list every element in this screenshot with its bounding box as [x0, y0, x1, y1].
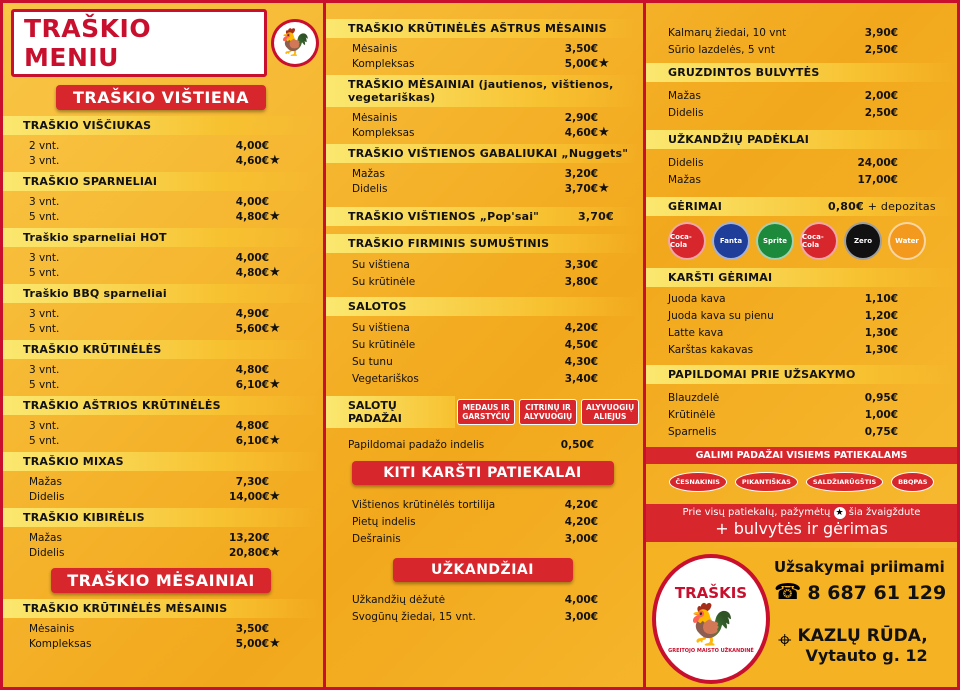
- menu-item-row: [326, 257, 639, 274]
- star-icon: ★: [598, 56, 610, 71]
- item-name: Karštas kakavas: [668, 344, 754, 356]
- menu-item-row: [326, 111, 639, 126]
- fries-title: GRUZDINTOS BULVYTĖS: [646, 63, 957, 82]
- drinks-title: GĖRIMAI: [668, 200, 723, 213]
- item-price: 4,00€: [235, 140, 269, 152]
- item-price: 4,80€: [235, 364, 269, 376]
- star-placeholder: [269, 531, 285, 546]
- item-price: 1,30€: [864, 327, 898, 339]
- dressing-olive-oil: ALYVUOGIŲ ALIEJUS: [581, 399, 639, 425]
- item-name: Svogūnų žiedai, 15 vnt.: [352, 611, 476, 623]
- item-name: Mažas: [668, 90, 701, 102]
- section-items: [326, 111, 639, 141]
- item-name: Kompleksas: [29, 638, 92, 650]
- item-name: Mažas: [29, 476, 62, 488]
- item-name: Didelis: [29, 491, 65, 503]
- menu-item-row: [3, 475, 319, 490]
- item-price: 3,50€: [564, 43, 598, 55]
- extras-items: [646, 390, 957, 441]
- item-name: Vištienos krūtinėlės tortilija: [352, 499, 496, 511]
- menu-title: TRAŠKIO MENIU: [11, 9, 267, 77]
- star-placeholder: [898, 325, 914, 342]
- section-items: [3, 475, 319, 505]
- item-price: 4,50€: [564, 339, 598, 351]
- rooster-mascot-icon: 🐓: [686, 602, 736, 648]
- menu-item-row: [646, 155, 957, 172]
- hot-drinks-items: [646, 291, 957, 359]
- star-placeholder: [898, 390, 914, 407]
- menu-item-row: [3, 434, 319, 449]
- item-price: 2,90€: [564, 112, 598, 124]
- popsai-title: TRAŠKIO VIŠTIENOS „Pop'sai": [348, 210, 540, 223]
- section-items: [326, 42, 639, 72]
- item-price: 2,00€: [864, 90, 898, 102]
- item-name: Mažas: [29, 532, 62, 544]
- menu-item-row: [326, 126, 639, 141]
- drink-can-icon: Sprite: [756, 222, 794, 260]
- drink-icons: [646, 216, 957, 266]
- section-title: TRAŠKIO AŠTRIOS KRŪTINĖLĖS: [3, 396, 319, 415]
- menu-item-row: [3, 546, 319, 561]
- star-icon: ★: [269, 321, 281, 336]
- star-placeholder: [598, 274, 614, 291]
- star-placeholder: [269, 307, 285, 322]
- item-price: 3,90€: [864, 27, 898, 39]
- item-name: Juoda kava su pienu: [668, 310, 774, 322]
- sandwich-items: [326, 257, 639, 291]
- extra-dressing-row: [326, 438, 639, 453]
- drinks-deposit: + depozitas: [867, 200, 936, 213]
- item-price: 4,80€: [235, 420, 269, 432]
- menu-item-row: [646, 424, 957, 441]
- menu-item-row: [646, 88, 957, 105]
- star-icon: ★: [269, 265, 281, 280]
- item-price: 7,30€: [235, 476, 269, 488]
- menu-item-row: [3, 154, 319, 169]
- star-placeholder: [598, 320, 614, 337]
- location-pin-icon: ⌖: [778, 626, 792, 654]
- star-icon: ★: [269, 377, 281, 392]
- menu-item-row: [646, 172, 957, 189]
- item-price: 4,00€: [235, 196, 269, 208]
- burger-sections: [3, 599, 319, 652]
- item-name: Latte kava: [668, 327, 724, 339]
- item-price: 6,10€: [235, 435, 269, 447]
- menu-item-row: [326, 42, 639, 57]
- star-icon: ★: [269, 433, 281, 448]
- star-placeholder: [898, 308, 914, 325]
- item-name: 3 vnt.: [29, 252, 60, 264]
- platters-items: [646, 155, 957, 189]
- brand-subtitle: GREITOJO MAISTO UŽKANDINĖ: [668, 648, 754, 654]
- item-name: Pietų indelis: [352, 516, 416, 528]
- item-name: 5 vnt.: [29, 267, 60, 279]
- section-title: TRAŠKIO MIXAS: [3, 452, 319, 471]
- section-items: [3, 139, 319, 169]
- star-placeholder: [269, 195, 285, 210]
- star-placeholder: [269, 139, 285, 154]
- menu-item-row: [646, 25, 957, 42]
- menu-item-row: [3, 266, 319, 281]
- menu-item-row: [3, 637, 319, 652]
- menu-item-row: [326, 609, 639, 626]
- contact-area: [646, 548, 957, 687]
- star-placeholder: [598, 514, 614, 531]
- drink-can-icon: Water: [888, 222, 926, 260]
- star-placeholder: [598, 257, 614, 274]
- star-placeholder: [898, 172, 914, 189]
- star-placeholder: [898, 407, 914, 424]
- star-icon: ★: [269, 636, 281, 651]
- phone-row: [774, 580, 946, 605]
- address-row: [778, 626, 928, 665]
- section-items: [3, 363, 319, 393]
- hot-drinks-title: KARŠTI GĖRIMAI: [646, 268, 957, 287]
- dressing-lemon-olive: CITRINŲ IR ALYVUOGIŲ: [519, 399, 577, 425]
- star-icon: ★: [269, 545, 281, 560]
- menu-item-row: [326, 167, 639, 182]
- drink-can-icon: Coca-Cola: [800, 222, 838, 260]
- menu-item-row: [646, 291, 957, 308]
- menu-item-row: [3, 490, 319, 505]
- star-placeholder: [898, 88, 914, 105]
- category-snacks: UŽKANDŽIAI: [393, 558, 573, 582]
- item-name: Užkandžių dėžutė: [352, 594, 446, 606]
- extra-dressing-price: 0,50€: [560, 439, 594, 451]
- item-name: Kompleksas: [352, 58, 415, 70]
- star-placeholder: [898, 42, 914, 59]
- item-price: 3,00€: [564, 533, 598, 545]
- section-title: TRAŠKIO KRŪTINĖLĖS MĖSAINIS: [3, 599, 319, 618]
- extras-title: PAPILDOMAI PRIE UŽSAKYMO: [646, 365, 957, 384]
- star-placeholder: [898, 155, 914, 172]
- section-title: TRAŠKIO KRŪTINĖLĖS AŠTRUS MĖSAINIS: [326, 19, 639, 38]
- item-price: 3,40€: [564, 373, 598, 385]
- salad-dressings: [326, 396, 639, 428]
- sauce-badge: ČESNAKINIS: [669, 472, 727, 492]
- star-placeholder: [598, 111, 614, 126]
- section-items: [3, 195, 319, 225]
- item-price: 4,20€: [564, 516, 598, 528]
- burger-sections-2: [326, 19, 639, 197]
- item-name: Su krūtinėle: [352, 276, 416, 288]
- section-title: TRAŠKIO MĖSAINIAI (jautienos, vištienos, vegetariškas): [326, 75, 639, 107]
- menu-item-row: [326, 274, 639, 291]
- item-name: Kompleksas: [352, 127, 415, 139]
- menu-item-row: [646, 308, 957, 325]
- phone-number[interactable]: 8 687 61 129: [807, 581, 947, 604]
- star-placeholder: [598, 167, 614, 182]
- item-name: Mėsainis: [352, 112, 398, 124]
- menu-item-row: [326, 57, 639, 72]
- address-street: Vytauto g. 12: [805, 646, 928, 665]
- star-icon: ★: [598, 125, 610, 140]
- star-placeholder: [269, 251, 285, 266]
- item-price: 17,00€: [857, 174, 898, 186]
- star-placeholder: [898, 424, 914, 441]
- star-placeholder: [598, 531, 614, 548]
- item-price: 4,30€: [564, 356, 598, 368]
- item-price: 4,60€: [564, 127, 598, 139]
- sandwich-title: TRAŠKIO FIRMINIS SUMUŠTINIS: [326, 234, 639, 253]
- popsai-price: 3,70€: [578, 210, 614, 223]
- star-placeholder: [598, 42, 614, 57]
- star-placeholder: [269, 363, 285, 378]
- item-name: 3 vnt.: [29, 196, 60, 208]
- section-items: [3, 531, 319, 561]
- item-price: 4,00€: [235, 252, 269, 264]
- fries-items: [646, 88, 957, 122]
- drink-can-icon: Zero: [844, 222, 882, 260]
- star-icon: ★: [269, 489, 281, 504]
- star-placeholder: [898, 25, 914, 42]
- menu-item-row: [3, 307, 319, 322]
- rooster-icon: 🐓: [271, 19, 319, 67]
- menu-item-row: [326, 337, 639, 354]
- item-price: 20,80€: [229, 547, 270, 559]
- item-name: Su tunu: [352, 356, 393, 368]
- menu-column-3: [643, 3, 957, 687]
- item-name: 5 vnt.: [29, 211, 60, 223]
- item-name: Didelis: [668, 157, 704, 169]
- item-price: 3,00€: [564, 611, 598, 623]
- star-placeholder: [898, 291, 914, 308]
- menu-item-row: [326, 497, 639, 514]
- item-price: 3,80€: [564, 276, 598, 288]
- item-price: 5,00€: [564, 58, 598, 70]
- item-price: 1,10€: [864, 293, 898, 305]
- menu-item-row: [3, 622, 319, 637]
- platters-title: UŽKANDŽIŲ PADĖKLAI: [646, 130, 957, 149]
- sauce-badge: BBQPAS: [891, 472, 934, 492]
- menu-item-row: [646, 325, 957, 342]
- item-price: 1,20€: [864, 310, 898, 322]
- item-price: 4,80€: [235, 267, 269, 279]
- star-placeholder: [598, 371, 614, 388]
- item-name: Su vištiena: [352, 322, 410, 334]
- star-placeholder: [598, 497, 614, 514]
- section-title: Traškio BBQ sparneliai: [3, 284, 319, 303]
- sauces-title: GALIMI PADAŽAI VISIEMS PATIEKALAMS: [646, 447, 957, 464]
- star-placeholder: [269, 475, 285, 490]
- brand-badge: [652, 554, 770, 684]
- item-price: 3,20€: [564, 168, 598, 180]
- item-price: 4,20€: [564, 499, 598, 511]
- popsai-section: [326, 207, 639, 226]
- phone-icon: ☎: [774, 580, 802, 605]
- menu-item-row: [3, 531, 319, 546]
- sauce-list: [646, 464, 957, 500]
- item-price: 3,50€: [235, 623, 269, 635]
- drink-can-icon: Coca-Cola: [668, 222, 706, 260]
- item-name: Krūtinėlė: [668, 409, 716, 421]
- menu-item-row: [3, 378, 319, 393]
- item-price: 3,30€: [564, 259, 598, 271]
- section-title: TRAŠKIO VIŠTIENOS GABALIUKAI „Nuggets": [326, 144, 639, 163]
- menu-column-2: [323, 3, 639, 687]
- menu-item-row: [326, 320, 639, 337]
- salad-items: [326, 320, 639, 388]
- extra-dressing-name: Papildomai padažo indelis: [348, 439, 485, 451]
- menu-item-row: [3, 251, 319, 266]
- menu-item-row: [3, 210, 319, 225]
- item-price: 13,20€: [229, 532, 270, 544]
- star-note: [646, 504, 957, 542]
- item-price: 4,60€: [235, 155, 269, 167]
- hot-dishes-items: [326, 497, 639, 548]
- menu-item-row: [326, 514, 639, 531]
- chicken-sections: [3, 116, 319, 561]
- item-price: 14,00€: [229, 491, 270, 503]
- section-items: [3, 251, 319, 281]
- section-items: [3, 419, 319, 449]
- drink-can-icon: Fanta: [712, 222, 750, 260]
- item-name: Mažas: [668, 174, 701, 186]
- section-items: [3, 307, 319, 337]
- menu-item-row: [3, 419, 319, 434]
- menu-item-row: [646, 105, 957, 122]
- section-title: TRAŠKIO VIŠČIUKAS: [3, 116, 319, 135]
- item-name: Dešrainis: [352, 533, 401, 545]
- item-name: Mėsainis: [352, 43, 398, 55]
- menu-item-row: [326, 531, 639, 548]
- item-price: 5,60€: [235, 323, 269, 335]
- star-placeholder: [269, 419, 285, 434]
- dressing-honey-mustard: MEDAUS IR GARSTYČIŲ: [457, 399, 515, 425]
- item-price: 1,30€: [864, 344, 898, 356]
- item-name: 2 vnt.: [29, 140, 60, 152]
- star-placeholder: [598, 354, 614, 371]
- item-price: 4,20€: [564, 322, 598, 334]
- item-price: 2,50€: [864, 44, 898, 56]
- item-name: 3 vnt.: [29, 364, 60, 376]
- item-name: 3 vnt.: [29, 308, 60, 320]
- item-name: Kalmarų žiedai, 10 vnt: [668, 27, 787, 39]
- item-name: 5 vnt.: [29, 435, 60, 447]
- item-price: 4,90€: [235, 308, 269, 320]
- menu-column-1: [3, 3, 319, 687]
- menu-logo: [11, 9, 319, 77]
- address-city: KAZLŲ RŪDA,: [797, 626, 928, 646]
- sauce-badge: SALDŽIARŪGŠTIS: [806, 472, 883, 492]
- menu-item-row: [3, 195, 319, 210]
- star-placeholder: [598, 337, 614, 354]
- item-name: Juoda kava: [668, 293, 726, 305]
- item-name: 5 vnt.: [29, 379, 60, 391]
- item-name: Mėsainis: [29, 623, 75, 635]
- menu-item-row: [646, 407, 957, 424]
- menu-item-row: [3, 363, 319, 378]
- star-placeholder: [598, 592, 614, 609]
- category-hot-dishes: KITI KARŠTI PATIEKALAI: [352, 461, 614, 485]
- item-name: Vegetariškos: [352, 373, 419, 385]
- section-title: TRAŠKIO SPARNELIAI: [3, 172, 319, 191]
- star-icon: ★: [598, 181, 610, 196]
- section-items: [3, 622, 319, 652]
- section-title: Traškio sparneliai HOT: [3, 228, 319, 247]
- section-items: [326, 167, 639, 197]
- star-placeholder: [898, 342, 914, 359]
- category-chicken: TRAŠKIO VIŠTIENA: [56, 85, 266, 110]
- item-price: 6,10€: [235, 379, 269, 391]
- item-price: 0,95€: [864, 392, 898, 404]
- item-name: 5 vnt.: [29, 323, 60, 335]
- item-name: Didelis: [668, 107, 704, 119]
- sauce-badge: PIKANTIŠKAS: [735, 472, 798, 492]
- menu-item-row: [326, 371, 639, 388]
- item-price: 5,00€: [235, 638, 269, 650]
- menu-item-row: [326, 354, 639, 371]
- snack-items-2: [646, 25, 957, 59]
- star-note-text-1: Prie visų patiekalų, pažymėtų: [682, 507, 831, 518]
- menu-item-row: [646, 390, 957, 407]
- star-note-text-2: šia žvaigždute: [848, 507, 921, 518]
- star-placeholder: [269, 622, 285, 637]
- star-placeholder: [598, 609, 614, 626]
- item-price: 4,80€: [235, 211, 269, 223]
- star-placeholder: [898, 105, 914, 122]
- star-icon: ★: [269, 209, 281, 224]
- drinks-section: [646, 197, 957, 216]
- item-name: Didelis: [29, 547, 65, 559]
- star-icon: ★: [269, 153, 281, 168]
- brand-name: TRAŠKIS: [674, 584, 748, 602]
- item-name: Mažas: [352, 168, 385, 180]
- item-name: 3 vnt.: [29, 420, 60, 432]
- menu-item-row: [3, 322, 319, 337]
- item-price: 3,70€: [564, 183, 598, 195]
- section-title: TRAŠKIO KRŪTINĖLĖS: [3, 340, 319, 359]
- item-name: Sūrio lazdelės, 5 vnt: [668, 44, 775, 56]
- star-note-bonus: + bulvytės ir gėrimas: [715, 519, 888, 538]
- section-title: TRAŠKIO KIBIRĖLIS: [3, 508, 319, 527]
- item-name: Didelis: [352, 183, 388, 195]
- item-name: Su vištiena: [352, 259, 410, 271]
- category-burgers: TRAŠKIO MĖSAINIAI: [51, 568, 271, 593]
- menu-item-row: [326, 592, 639, 609]
- drinks-price: 0,80€: [828, 200, 864, 213]
- salad-title: SALOTOS: [326, 297, 639, 316]
- item-name: Su krūtinėle: [352, 339, 416, 351]
- item-name: Blauzdelė: [668, 392, 720, 404]
- item-name: 3 vnt.: [29, 155, 60, 167]
- item-price: 4,00€: [564, 594, 598, 606]
- item-price: 0,75€: [864, 426, 898, 438]
- menu-item-row: [646, 342, 957, 359]
- item-price: 1,00€: [864, 409, 898, 421]
- item-name: Sparnelis: [668, 426, 717, 438]
- item-price: 24,00€: [857, 157, 898, 169]
- menu-item-row: [3, 139, 319, 154]
- orders-text: Užsakymai priimami: [774, 558, 945, 576]
- item-price: 2,50€: [864, 107, 898, 119]
- dressing-title: SALOTŲ PADAŽAI: [326, 396, 455, 428]
- menu-item-row: [326, 182, 639, 197]
- star-icon: ★: [835, 508, 844, 518]
- menu-item-row: [646, 42, 957, 59]
- snack-items: [326, 592, 639, 626]
